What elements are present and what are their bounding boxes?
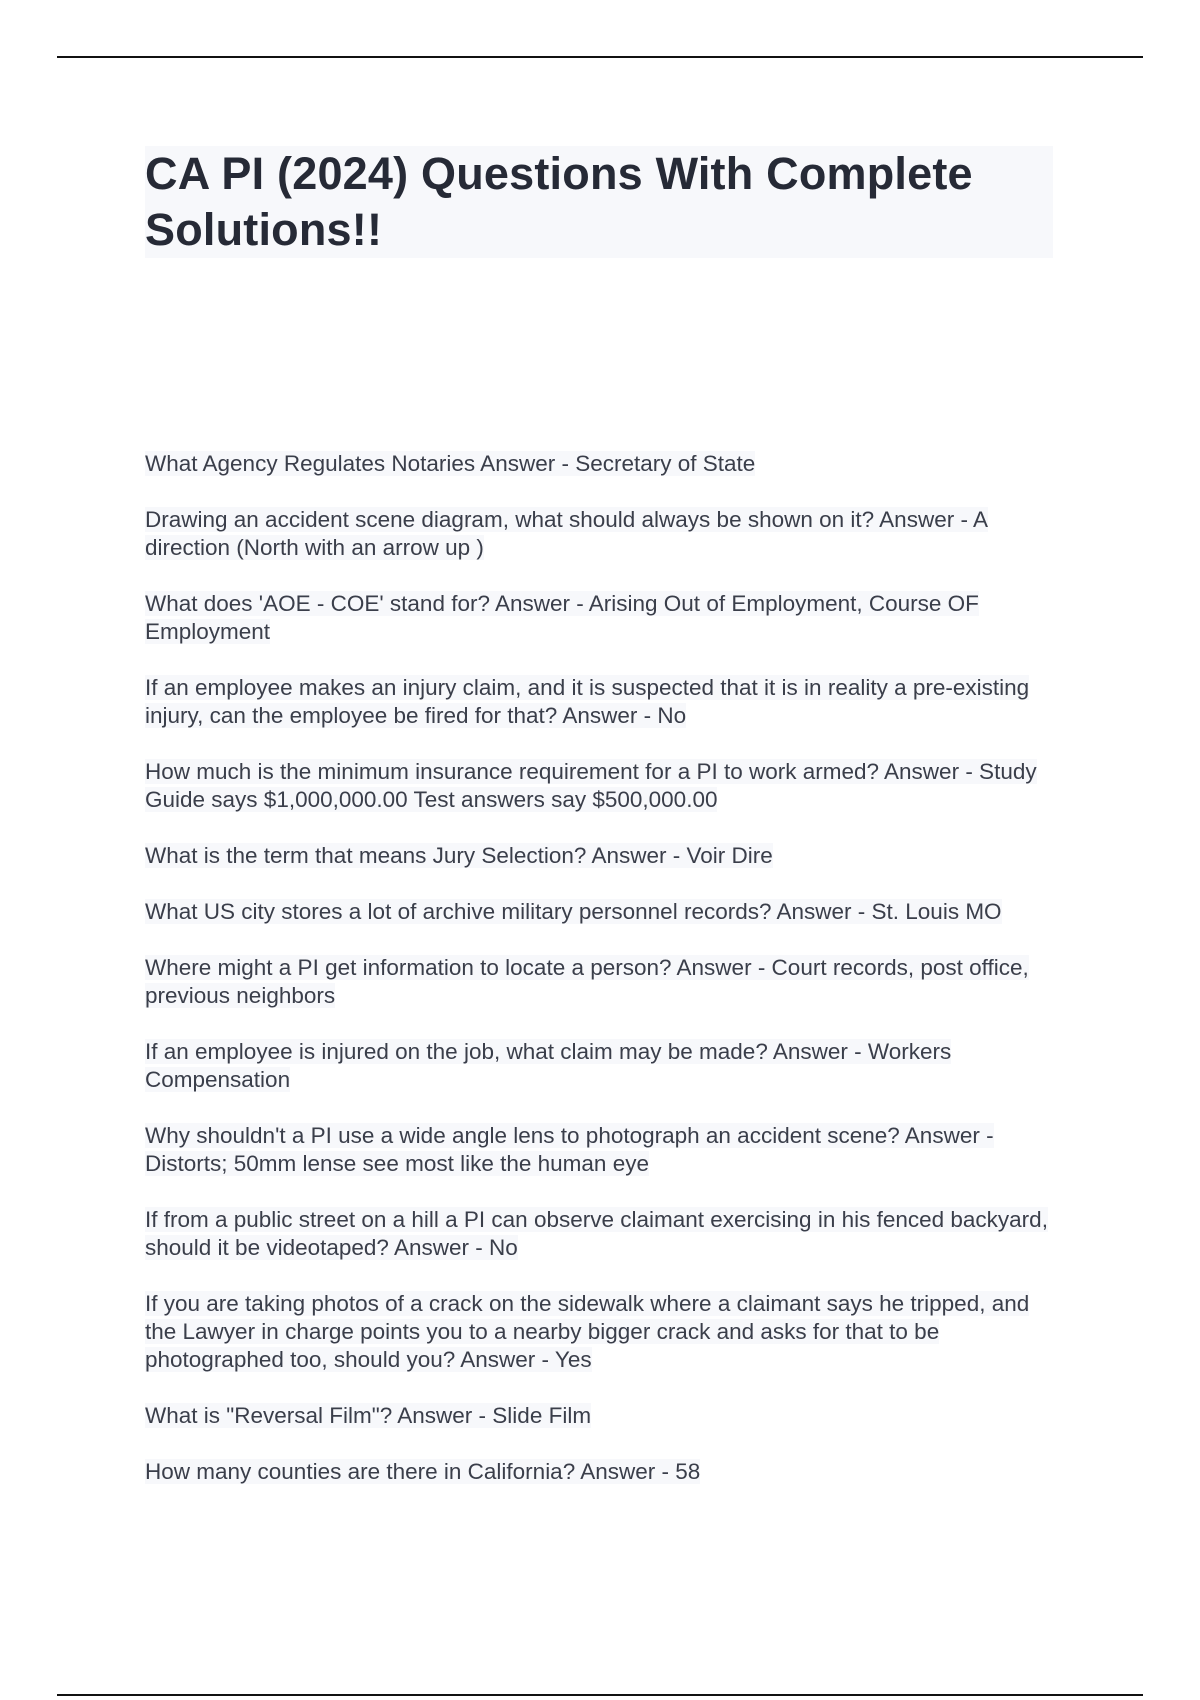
qa-text: What is the term that means Jury Selection? Answer - Voir Dire bbox=[145, 843, 773, 868]
qa-item bbox=[145, 674, 1060, 730]
page-title-line-1: CA PI (2024) Questions With Complete bbox=[145, 148, 973, 199]
qa-text: Drawing an accident scene diagram, what should always be shown on it? Answer - A direction (North with an arrow up ) bbox=[145, 507, 988, 560]
qa-item bbox=[145, 1122, 1060, 1178]
qa-item bbox=[145, 590, 1060, 646]
qa-item bbox=[145, 506, 1060, 562]
qa-text: What does 'AOE - COE' stand for? Answer - Arising Out of Employment, Course OF Employment bbox=[145, 591, 979, 644]
qa-text: Why shouldn't a PI use a wide angle lens to photograph an accident scene? Answer - Distorts; 50mm lense see most like the human eye bbox=[145, 1123, 994, 1176]
qa-item bbox=[145, 898, 1060, 926]
qa-text: If an employee is injured on the job, what claim may be made? Answer - Workers Compensation bbox=[145, 1039, 952, 1092]
qa-text: Where might a PI get information to locate a person? Answer - Court records, post office, previous neighbors bbox=[145, 955, 1029, 1008]
qa-list bbox=[145, 450, 1060, 1514]
qa-text: If you are taking photos of a crack on the sidewalk where a claimant says he tripped, and the Lawyer in charge points you to a nearby bigger crack and asks for that to be photographed too, should you? Answer - Yes bbox=[145, 1291, 1030, 1372]
qa-text: What is "Reversal Film"? Answer - Slide Film bbox=[145, 1403, 592, 1428]
qa-text: How much is the minimum insurance requirement for a PI to work armed? Answer - Study Guide says $1,000,000.00 Test answers say $500,000.00 bbox=[145, 759, 1037, 812]
qa-item bbox=[145, 758, 1060, 814]
qa-text: What US city stores a lot of archive military personnel records? Answer - St. Louis MO bbox=[145, 899, 1002, 924]
qa-text: What Agency Regulates Notaries Answer - Secretary of State bbox=[145, 451, 756, 476]
qa-item bbox=[145, 842, 1060, 870]
qa-text: How many counties are there in California? Answer - 58 bbox=[145, 1459, 701, 1484]
qa-item bbox=[145, 1206, 1060, 1262]
qa-item bbox=[145, 954, 1060, 1010]
page-title bbox=[145, 146, 1053, 258]
bottom-rule bbox=[57, 1694, 1143, 1696]
qa-item bbox=[145, 1038, 1060, 1094]
qa-text: If an employee makes an injury claim, and it is suspected that it is in reality a pre-existing injury, can the employee be fired for that? Answer - No bbox=[145, 675, 1030, 728]
title-block bbox=[145, 146, 1053, 258]
qa-item bbox=[145, 1290, 1060, 1374]
top-rule bbox=[57, 56, 1143, 58]
qa-item bbox=[145, 450, 1060, 478]
qa-item bbox=[145, 1402, 1060, 1430]
qa-item bbox=[145, 1458, 1060, 1486]
qa-text: If from a public street on a hill a PI can observe claimant exercising in his fenced backyard, should it be videotaped? Answer - No bbox=[145, 1207, 1048, 1260]
page-title-line-2: Solutions!! bbox=[145, 204, 383, 255]
